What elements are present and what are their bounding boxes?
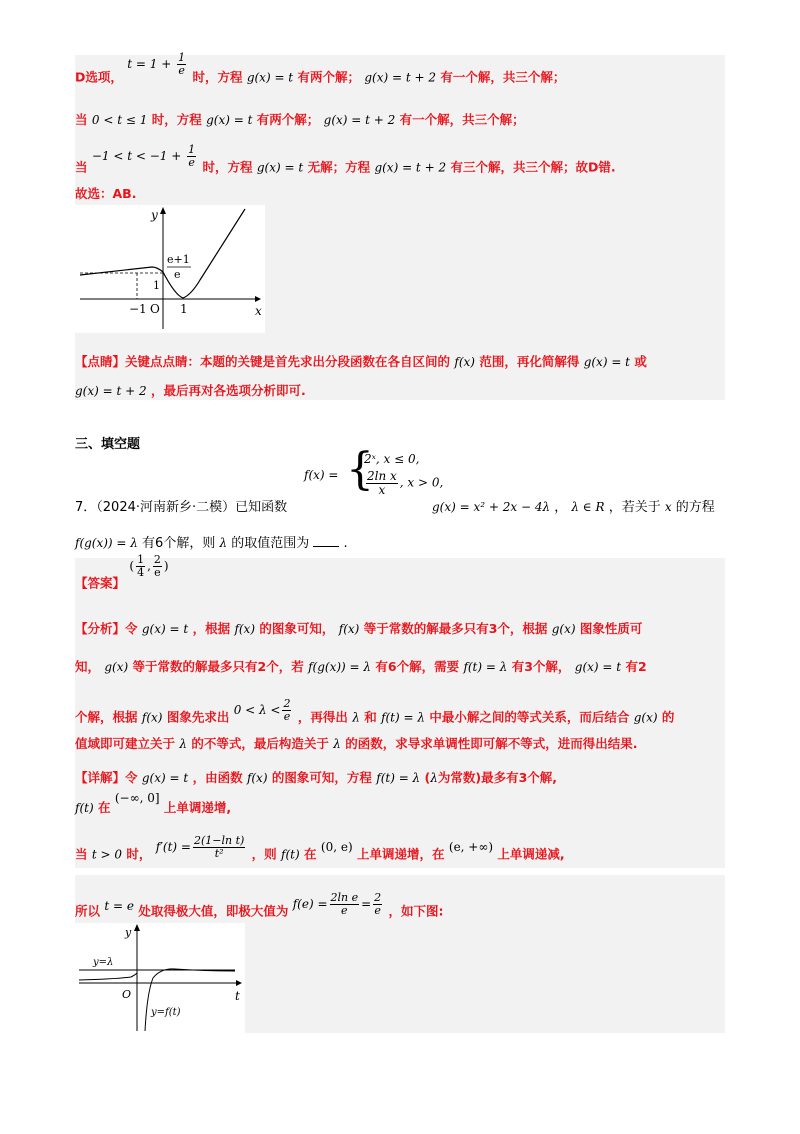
t-axis-label: t: [235, 989, 240, 1003]
frac-den-label: e: [174, 268, 181, 281]
analysis-line-4: 值域即可建立关于 λ 的不等式，最后构造关于 λ 的函数，求导求单调性即可解不等式，进而得出结果.: [75, 736, 638, 751]
origin-label-2: O: [122, 988, 132, 1001]
y-axis-label: y: [151, 208, 158, 222]
answer-line: 【答案】 ( $\frac{1}{4}$ , $\frac{2}{e}$ ): [75, 553, 169, 591]
detail-line-1: 【详解】令 g(x) = t ，由函数 f(x) 的图象可知，方程 f(t) = λ (λ为常数)最多有3个解,: [75, 770, 558, 785]
y-axis-label-2: y: [125, 926, 132, 939]
one-x-label: 1: [180, 302, 188, 316]
detail-line-3: 当 t > 0 时， f′(t) = $\frac{\text{2(1−ln t)}}{\text{t²}}$ ，则 f(t) 在 (0, e) 上单调递增，在 (e, +∞) 上单调递减,: [75, 834, 565, 862]
function-graph-2: [75, 923, 245, 1033]
question-7-line-1b: g(x) = x² + 2x − 4λ ， λ ∈ R ，若关于 x 的方程: [432, 500, 715, 515]
section-heading: 三、填空题: [75, 437, 141, 452]
dianjing-line-2: g(x) = t + 2 ，最后再对各选项分析即可.: [75, 383, 306, 398]
frac-num-label: e+1: [167, 253, 190, 266]
answer-choice: 故选：AB.: [75, 186, 137, 201]
case-negative-t-line: 当 −1 < t < −1 + $\frac{1}{e}$ 时，方程 g(x) = t 无解；方程 g(x) = t + 2 有三个解，共三个解；故D错.: [75, 143, 616, 175]
function-graph-1: [75, 205, 265, 333]
analysis-line-2: 知， g(x) 等于常数的解最多只有2个，若 f(g(x)) = λ 有6个解，需要 f(t) = λ 有3个解， g(x) = t 有2: [75, 659, 647, 674]
question-7-line-1: 7．（2024·河南新乡·二模）已知函数: [75, 500, 288, 515]
analysis-line-1: 【分析】令 g(x) = t ，根据 f(x) 的图象可知， f(x) 等于常数的解最多只有3个，根据 g(x) 图象性质可: [75, 621, 643, 636]
y-lambda-label: y=λ: [93, 957, 114, 968]
detail-line-4: 所以 t = e 处取得极大值，即极大值为 f(e) = $\frac{\text{2ln e}}{e}$ = $\frac{2}{e}$ ，如下图:: [75, 891, 444, 919]
option-d-line: D选项， t = 1 + $\frac{1}{e}$ 时，方程 g(x) = t 有两个解； g(x) = t + 2 有一个解，共三个解；: [75, 51, 566, 85]
analysis-line-3: 个解，根据 f(x) 图象先求出 0 < λ < $\frac{2}{e}$ ，再得出 λ 和 f(t) = λ 中最小解之间的等式关系，而后结合 g(x) 的: [75, 697, 675, 725]
dianjing-line-1: 【点睛】关键点点睛：本题的关键是首先求出分段函数在各自区间的 f(x) 范围，再化简解得 g(x) = t 或: [75, 354, 647, 369]
origin-label: O: [150, 302, 160, 316]
answer-blank[interactable]: [313, 535, 339, 547]
question-7-line-2: f(g(x)) = λ 有6个解，则 λ 的取值范围为 .: [75, 536, 348, 551]
x-axis-label: x: [255, 304, 262, 318]
detail-line-2: f(t) 在 (−∞, 0] 上单调递增,: [75, 791, 232, 815]
case-0-t-1-line: 当 0 < t ≤ 1 时，方程 g(x) = t 有两个解； g(x) = t + 2 有一个解，共三个解；: [75, 112, 525, 127]
y-ft-label: y=f(t): [151, 1007, 181, 1018]
one-y-label: 1: [153, 279, 160, 292]
neg1-label: −1: [129, 302, 147, 316]
